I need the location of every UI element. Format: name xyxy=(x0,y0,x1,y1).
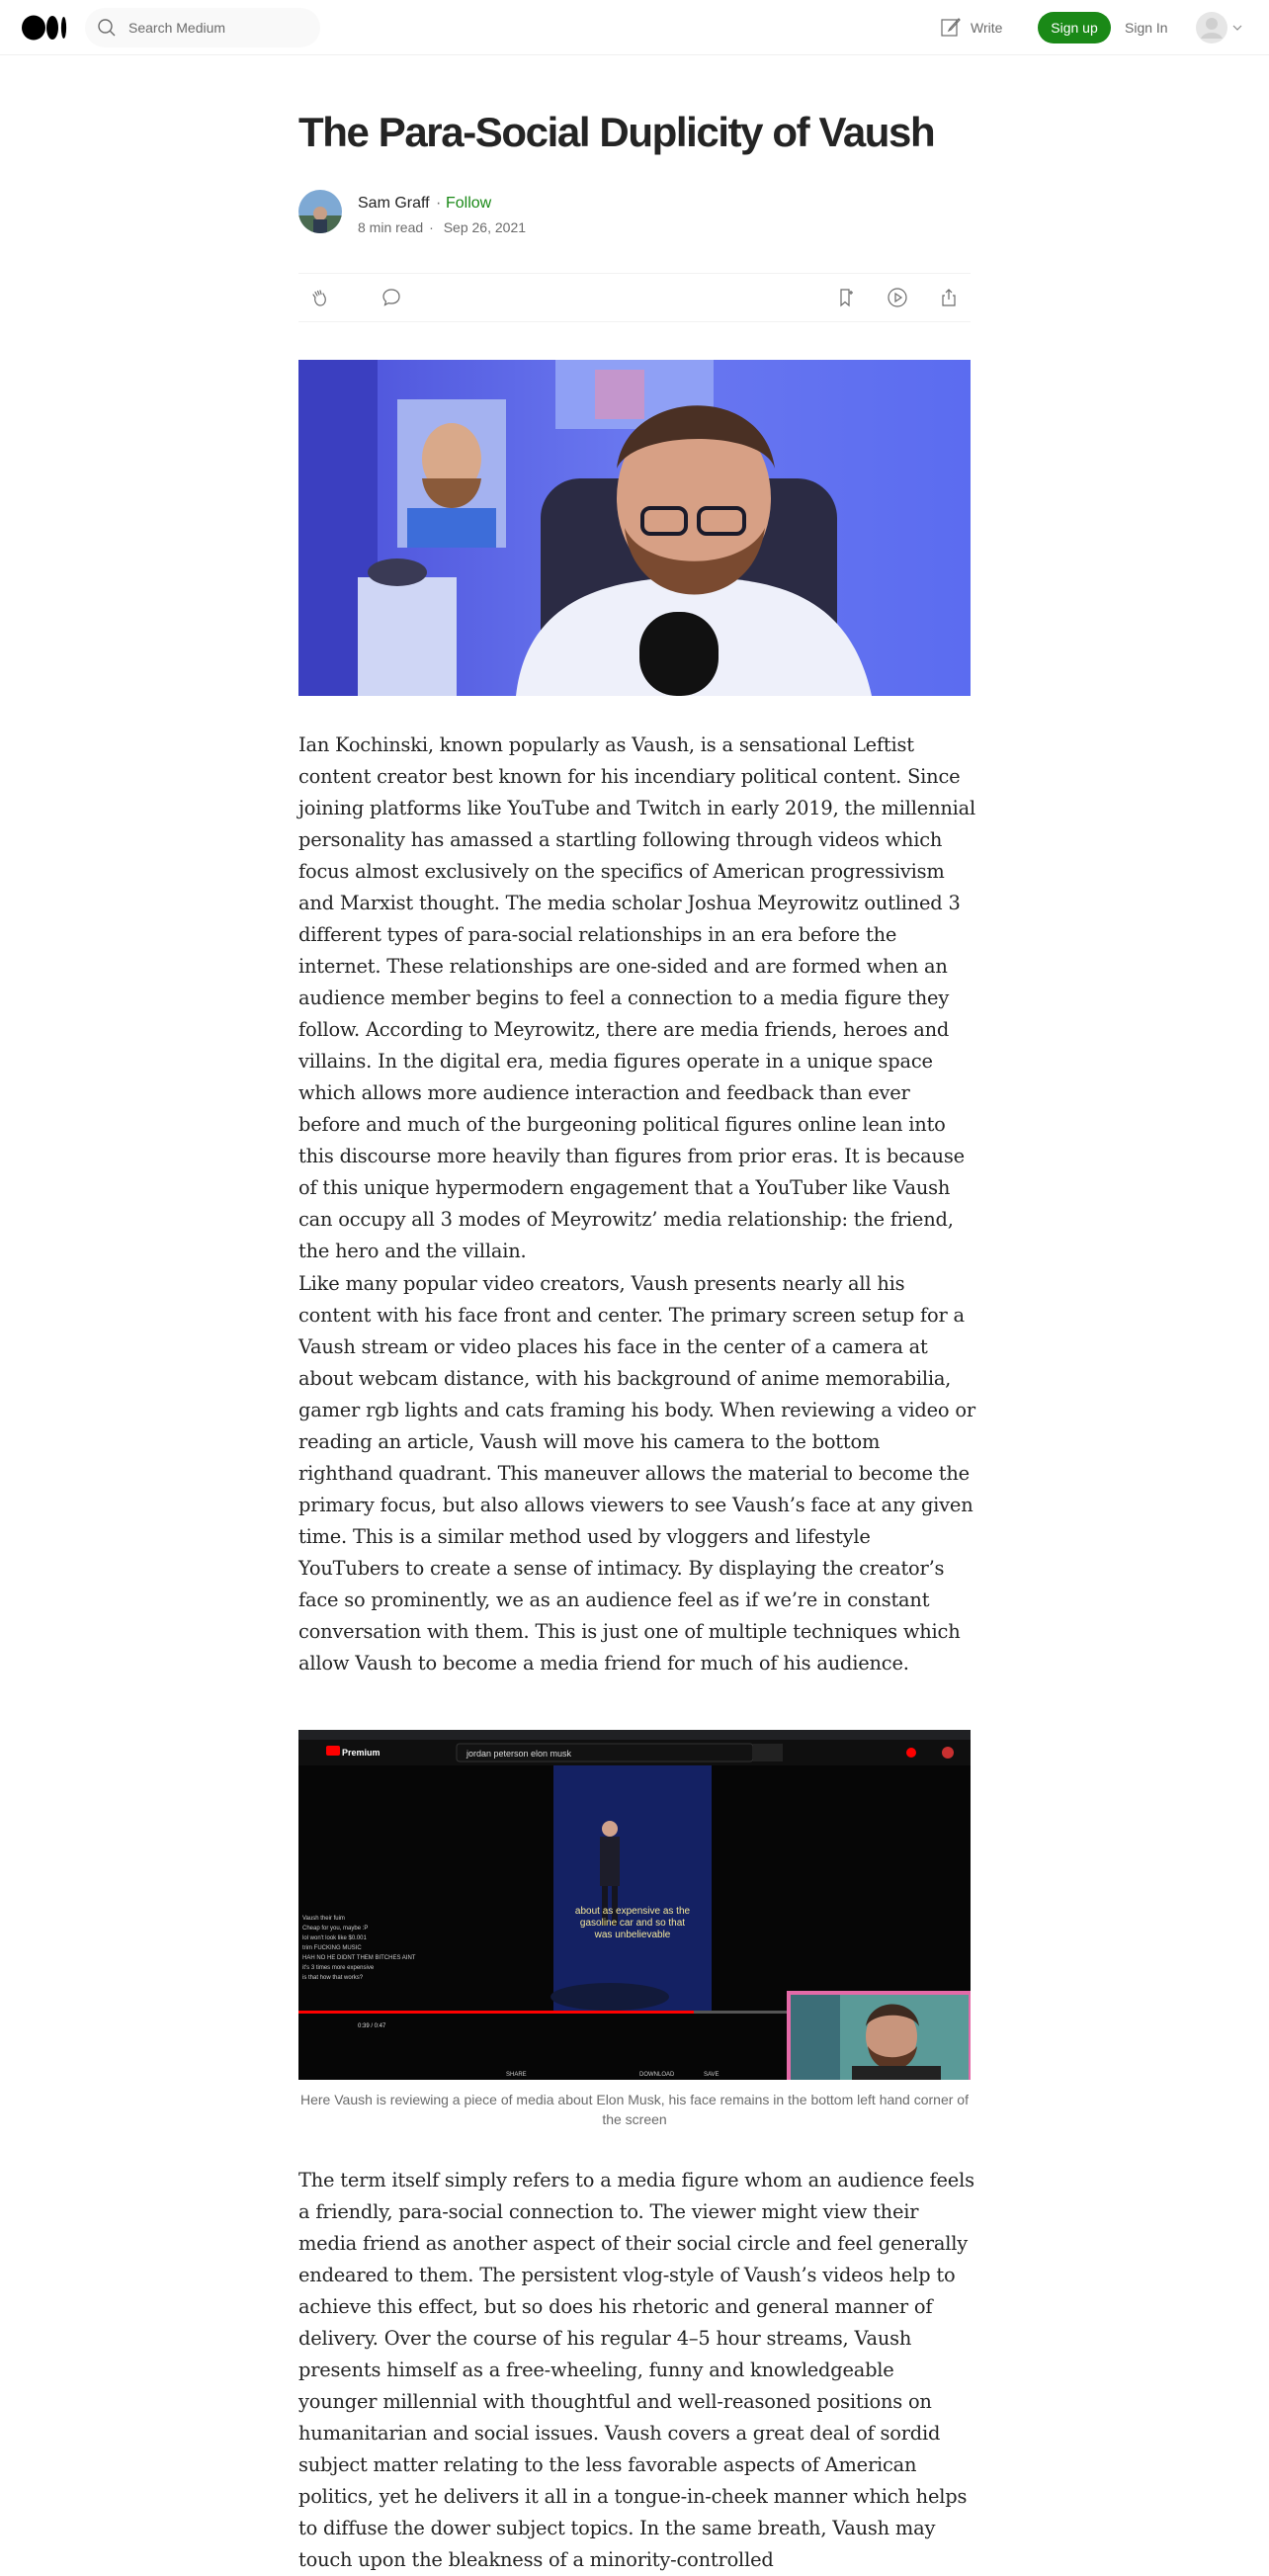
sign-up-button[interactable]: Sign up xyxy=(1038,12,1111,43)
bookmark-icon[interactable] xyxy=(834,286,858,309)
yt-brand-text: Premium xyxy=(342,1748,381,1758)
chat-line-7: is that how that works? xyxy=(302,1975,364,1981)
author-avatar[interactable] xyxy=(298,190,342,233)
chat-line-3: lol won't look like $0.001 xyxy=(302,1935,367,1941)
article-paragraph-2: Like many popular video creators, Vaush presents nearly all his content with his face front and center. The primary screen setup for a Vaush stream or video places his face in the center of a camera at about webcam distance, with his background of anime memorabilia, gamer rgb lights and cats framing his body. When reviewing a video or reading an article, Vaush will move his camera to the bottom righthand quadrant. This maneuver allows the material to become the primary focus, but also allows viewers to see Vaush’s face at any given time. This is a similar method used by vloggers and lifestyle YouTubers to create a sense of intimacy. By displaying the creator’s face so prominently, we as an audience feel as if we’re in constant conversation with them. This is just one of multiple techniques which allow Vaush to become a media friend for much of his audience. xyxy=(298,1272,975,1674)
yt-download-label: DOWNLOAD xyxy=(639,2072,675,2078)
medium-logo-icon[interactable] xyxy=(22,15,69,41)
video-subtitle-line-2: gasoline car and so that xyxy=(579,1918,686,1929)
author-name[interactable]: Sam Graff xyxy=(358,195,430,212)
publish-date: Sep 26, 2021 xyxy=(443,219,527,235)
play-listen-icon[interactable] xyxy=(886,286,909,309)
article-paragraph-3: The term itself simply refers to a media figure whom an audience feels a friendly, para-social connection to. The viewer might view their media friend as another aspect of their social circle and feel generally endeared to them. The persistent vlog-style of Vaush’s videos help to achieve this effect, but so does his rhetoric and general manner of delivery. Over the course of his regular 4–5 hour streams, Vaush presents himself as a free-wheeling, funny and knowledgeable younger millennial with thoughtful and well-reasoned positions on humanitarian and social issues. Vaush covers a great deal of sordid subject matter relating to the less favorable aspects of American politics, yet he delivers it all in a tongue-in-cheek manner which helps to diffuse the dower subject topics. In the same breath, Vaush may touch upon the bleakness of a minority-controlled xyxy=(298,2169,974,2571)
chat-line-1: Vaush their fuim xyxy=(302,1916,345,1922)
pencil-icon xyxy=(939,16,963,40)
webcam-portrait-image xyxy=(298,360,971,696)
article-paragraph-1: Ian Kochinski, known popularly as Vaush, is a sensational Leftist content creator best known for his incendiary political content. Since joining platforms like YouTube and Twitch in early 2019, the millennial personality has amassed a startling following through videos which focus almost exclusively on the specifics of American progressivism and Marxist thought. The media scholar Joshua Meyrowitz outlined 3 different types of para-social relationships in an era before the internet. These relationships are one-sided and are formed when an audience member begins to feel a connection to a media figure they follow. According to Meyrowitz, there are media friends, heroes and villains. In the digital era, media figures operate in a unique space which allows more audience interaction and feedback than ever before and much of the burgeoning political figures online lean into this discourse more heavily than figures from prior eras. It is because of this unique hypermodern engagement that a YouTuber like Vaush can occupy all 3 modes of Meyrowitz’ media relationship: the friend, the hero and the villain. xyxy=(298,733,976,1262)
search-box[interactable] xyxy=(85,8,320,47)
write-button[interactable] xyxy=(939,16,1003,40)
write-label: Write xyxy=(971,20,1003,36)
chat-line-6: it's 3 times more expensive xyxy=(302,1965,375,1971)
user-avatar-icon xyxy=(1196,12,1245,43)
article-action-bar xyxy=(298,273,971,322)
yt-save-label: SAVE xyxy=(704,2072,719,2078)
yt-share-label: SHARE xyxy=(506,2072,527,2078)
follow-button[interactable]: Follow xyxy=(446,195,492,212)
sign-in-link[interactable]: Sign In xyxy=(1125,20,1168,36)
figure-caption: Here Vaush is reviewing a piece of media about Elon Musk, his face remains in the bottom left hand corner of the screen xyxy=(300,2092,969,2127)
clap-icon[interactable] xyxy=(308,286,332,309)
youtube-review-screenshot xyxy=(298,1730,971,2080)
article-meta xyxy=(358,219,532,235)
meta-separator: · xyxy=(429,219,434,235)
chat-line-4: trim FUCKING MUSIC xyxy=(302,1945,362,1951)
video-subtitle-line-3: was unbelievable xyxy=(594,1930,671,1940)
video-subtitle-line-1: about as expensive as the xyxy=(574,1906,691,1917)
search-icon xyxy=(97,18,117,38)
share-icon[interactable] xyxy=(937,286,961,309)
read-time: 8 min read xyxy=(358,219,424,235)
search-input[interactable]: Search Medium xyxy=(128,20,226,36)
author-photo xyxy=(298,190,342,233)
hero-image xyxy=(298,360,971,696)
youtube-screen-image xyxy=(298,1730,971,2080)
separator-dot: · xyxy=(436,195,442,212)
video-time: 0:39 / 0:47 xyxy=(358,2023,386,2029)
user-menu-button[interactable] xyxy=(1196,12,1245,43)
comment-icon[interactable] xyxy=(380,286,403,309)
chat-line-2: Cheap for you, maybe :P xyxy=(302,1926,369,1932)
yt-search-text: jordan peterson elon musk xyxy=(466,1749,572,1759)
top-navigation xyxy=(0,0,1269,55)
article-title: The Para-Social Duplicity of Vaush xyxy=(298,109,935,155)
chat-line-5: HAH NO HE DIDNT THEM BITCHES AINT xyxy=(302,1955,416,1961)
